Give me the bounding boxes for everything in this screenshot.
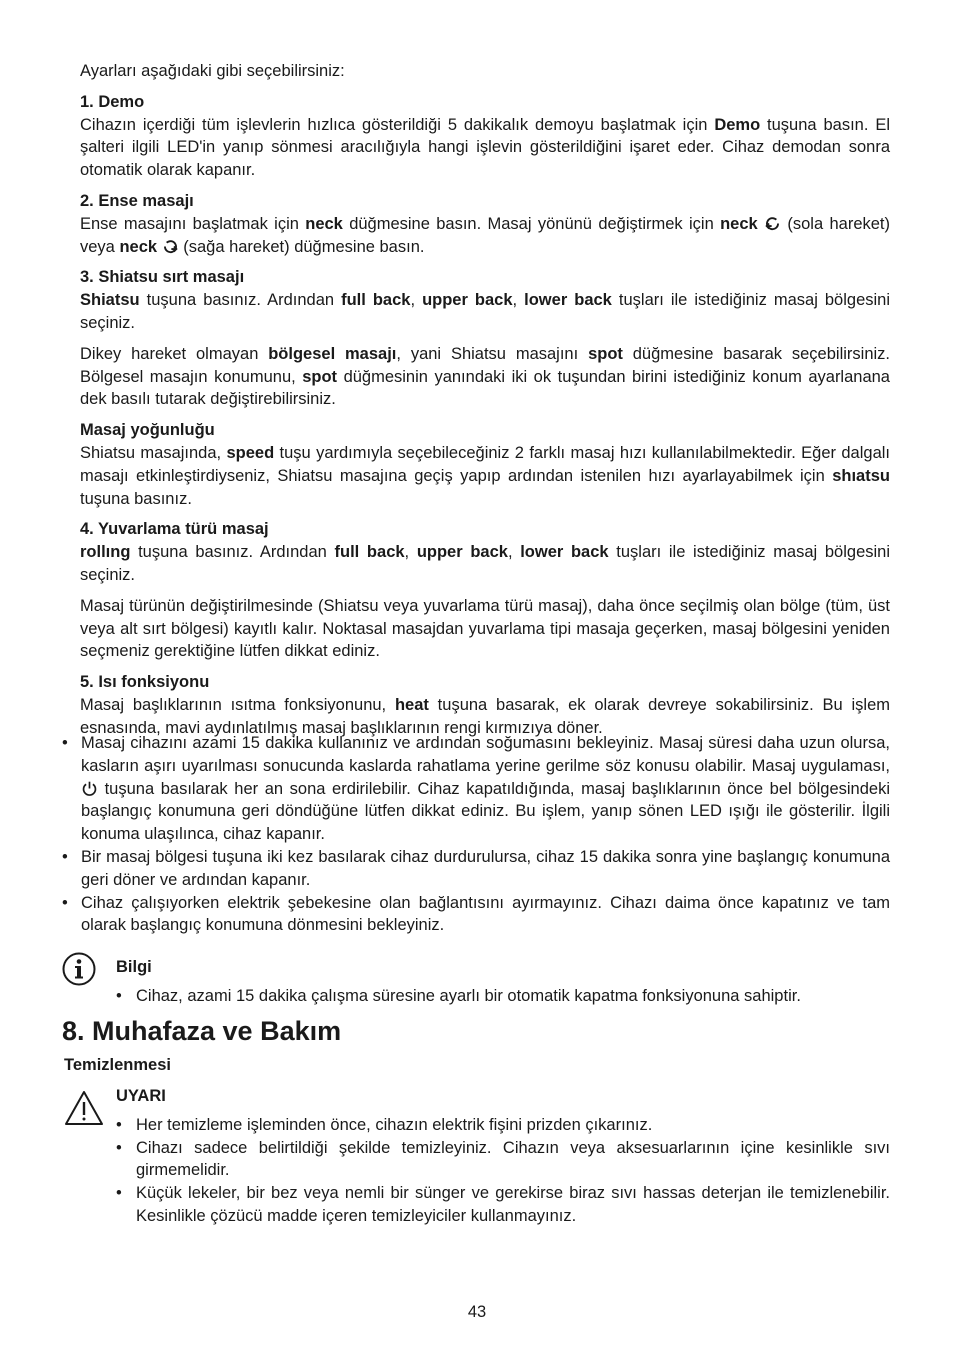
shiatsu-text-2: Dikey hareket olmayan bölgesel masajı, yani Shiatsu masajını spot düğmesine basarak seçebilirsiniz. Bölgesel masajın konumunu, spot düğmesinin yanındaki iki ok tuşundan birini istediğiniz konum ayarlanana dek basılı tutarak değiştirebilirsiniz. <box>80 344 890 409</box>
intensity-text: Shiatsu masajında, speed tuşu yardımıyla seçebileceğiniz 2 farklı masaj hızı kullanılabilmektedir. Eğer dalgalı masajı etkinleştirdiyseniz, Shiatsu masajına geçiş yapıp ardından istenilen hızı ayarlayabilmek için shıatsu tuşuna basınız. <box>80 443 890 508</box>
list-item: • Küçük lekeler, bir bez veya nemli bir sünger ve gerekirse biraz sıvı hassas deterjan ile temizlenebilir. Kesinlikle çözücü madde içeren temizleyiciler kullanmayınız. <box>116 1184 890 1225</box>
neck-section <box>80 190 890 258</box>
list-item: • Bir masaj bölgesi tuşuna iki kez basılarak cihaz durdurulursa, cihaz 15 dakika sonra yine başlangıç konumuna geri döner ve ardından kapanır. <box>62 847 890 889</box>
section-subtitle: Temizlenmesi <box>64 1056 171 1074</box>
settings-content <box>80 60 890 740</box>
neck-heading: 2. Ense masajı <box>80 191 194 210</box>
section-title: 8. Muhafaza ve Bakım <box>62 1016 342 1046</box>
heat-text: Masaj başlıklarının ısıtma fonksiyonunu, heat tuşuna basarak, ek olarak devreye sokabilirsiniz. Bu işlem esnasında, mavi aydınlatılmış masaj başlıklarının rengi kırmızıya döner. <box>80 695 890 737</box>
rolling-text-2: Masaj türünün değiştirilmesinde (Shiatsu veya yuvarlama türü masaj), daha önce seçilmiş olan bölge (tüm, üst veya alt sırt bölgesi) kayıtlı kalır. Noktasal masajdan yuvarlama tipi masaja geçerken, masaj bölgesini yeniden seçmeniz gerektiğine lütfen dikkat ediniz. <box>80 596 890 661</box>
list-item: • Cihaz çalışıyorken elektrik şebekesine olan bağlantısını ayırmayınız. Cihazı daima önce kapatınız ve tam olarak başlangıç konumuna dönmesini bekleyiniz. <box>62 893 890 935</box>
warning-box <box>116 1085 890 1228</box>
list-item: • Cihazı sadece belirtildiği şekilde temizleyiniz. Cihazın veya aksesuarlarının içine kesinlikle sıvı girmemelidir. <box>116 1138 890 1180</box>
rolling-section <box>80 518 890 663</box>
neck-text: Ense masajını başlatmak için neck düğmesine basın. Masaj yönünü değiştirmek için neck (sola hareket) veya neck (sağa hareket) düğmesine basın. <box>80 214 890 256</box>
shiatsu-heading: 3. Shiatsu sırt masajı <box>80 268 245 287</box>
list-item: • Masaj cihazını azami 15 dakika kullanınız ve ardından soğumasını bekleyiniz. Masaj süresi daha uzun olursa, kasların aşırı uyarılması sonucunda kaslarda rahatlama yerine gerilme söz konusu olabilir. Masaj uygulaması, tuşuna basılarak her an sona erdirilebilir. Cihaz kapatıldığında, masaj başlıklarının önce bel bölgesindeki başlangıç konumuna geri döndüğüne lütfen dikkat ediniz. Bu işlem, yanıp sönen LED ışığı ile gösterilir. İlgili konuma ulaşılınca, cihaz kapanır. <box>62 734 890 844</box>
rotate-right-icon <box>162 238 179 255</box>
info-icon <box>62 952 96 986</box>
warning-icon <box>64 1090 104 1126</box>
shiatsu-text-1: Shiatsu tuşuna basınız. Ardından full back, upper back, lower back tuşları ile istediğiniz masaj bölgesini seçiniz. <box>80 291 891 332</box>
intro-text: Ayarları aşağıdaki gibi seçebilirsiniz: <box>80 62 345 80</box>
intensity-section <box>80 419 890 510</box>
demo-text: Cihazın içerdiği tüm işlevlerin hızlıca gösterildiği 5 dakikalık demoyu başlatmak için Demo tuşuna basın. El şalteri ilgili LED'in yanıp sönmesi aracılığıyla hangi işlevin gösterildiğini işaret eder. Cihaz demodan sonra otomatik olarak kapanır. <box>80 115 890 180</box>
info-box <box>116 956 890 1008</box>
warning-title: UYARI <box>116 1087 166 1105</box>
info-title: Bilgi <box>116 958 152 976</box>
heat-heading: 5. Isı fonksiyonu <box>80 673 210 692</box>
shiatsu-section <box>80 266 890 411</box>
list-item: • Cihaz, azami 15 dakika çalışma süresine ayarlı bir otomatik kapatma fonksiyonuna sahiptir. <box>116 986 801 1005</box>
rolling-text-1: rollıng tuşuna basınız. Ardından full back, upper back, lower back tuşları ile istediğiniz masaj bölgesini seçiniz. <box>80 543 891 584</box>
usage-notes-list <box>62 732 890 937</box>
power-icon <box>81 780 98 797</box>
intensity-heading: Masaj yoğunluğu <box>80 421 215 440</box>
demo-heading: 1. Demo <box>80 92 145 111</box>
demo-section <box>80 91 890 182</box>
heat-section <box>80 671 890 739</box>
rolling-heading: 4. Yuvarlama türü masaj <box>80 520 269 539</box>
list-item: • Her temizleme işleminden önce, cihazın elektrik fişini prizden çıkarınız. <box>116 1115 653 1134</box>
page-number: 43 <box>467 1303 487 1321</box>
rotate-left-icon <box>764 215 781 232</box>
